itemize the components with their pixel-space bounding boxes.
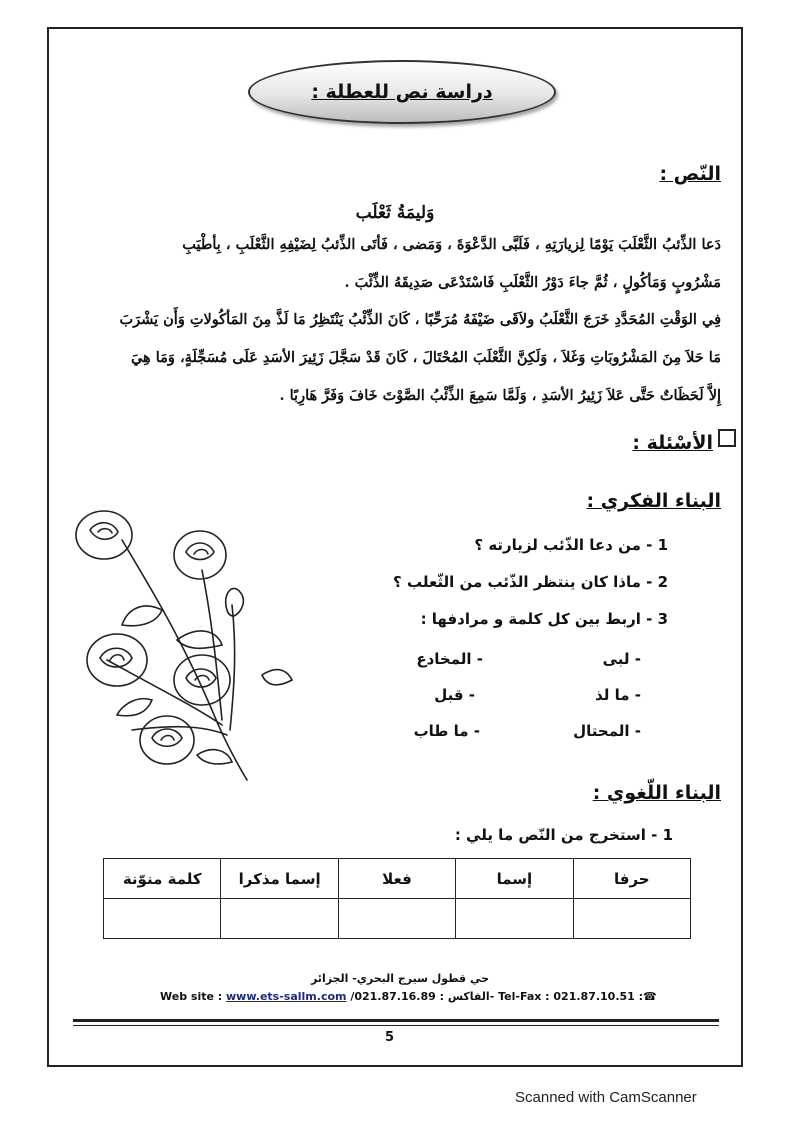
- text-line-2: مَشْرُوبٍ وَمَأكُولٍ ، ثُمَّ جاءَ دَوْرُ الثَّعْلَبِ فَاسْتَدْعَى صَدِيقَهُ الذِّئْبَ .: [344, 274, 721, 291]
- table-row: [104, 899, 691, 939]
- title-banner: [248, 60, 556, 124]
- table-header-cell: إسما: [456, 859, 573, 899]
- text-line-4: مَا حَلاَ مِنَ المَشْرُوبَاتِ وَغَلاَ ، وَلَكِنَّ الثَّعْلَبَ المُحْتَالَ ، كَانَ قَدْ سَجَّلَ زَئِيرَ الأسَدِ عَلَى مُسَجِّلَةٍ، وَمَا هِيَ: [130, 349, 721, 366]
- phone-fax: /021.87.16.89 : الفاكس- Tel-Fax : 021.87.10.51 :☎: [346, 990, 657, 1003]
- word-left-2: - قبل: [434, 686, 475, 704]
- text-title: وَليمَةُ ثَعْلَب: [355, 203, 435, 223]
- word-right-3: - المحتال: [573, 722, 641, 740]
- footer-address: حي قطول سيرج البحري- الجزائر: [310, 972, 490, 985]
- word-right-2: - ما لذ: [595, 686, 641, 704]
- word-left-1: - المخادع: [416, 650, 483, 668]
- table-header-cell: كلمة منوّنة: [104, 859, 221, 899]
- table-answer-cell[interactable]: [221, 899, 338, 939]
- rose-illustration: [62, 500, 302, 785]
- page-title: دراسة نص للعطلة :: [311, 81, 493, 103]
- question-3: 3 - اربط بين كل كلمة و مرادفها :: [420, 610, 668, 628]
- website-link[interactable]: www.ets-sallm.com: [226, 990, 347, 1003]
- footer-contact: [160, 990, 657, 1003]
- scanner-watermark: Scanned with CamScanner: [515, 1089, 697, 1106]
- table-header-cell: حرفا: [573, 859, 690, 899]
- question-2: 2 - ماذا كان ينتظر الذّئب من الثّعلب ؟: [393, 573, 668, 591]
- extract-instruction: 1 - استخرج من النّص ما يلي :: [454, 826, 673, 844]
- table-answer-cell[interactable]: [456, 899, 573, 939]
- questions-label: الأسْئلة :: [632, 432, 713, 454]
- table-answer-cell[interactable]: [104, 899, 221, 939]
- table-answer-cell[interactable]: [338, 899, 455, 939]
- text-section-label: النّص :: [659, 163, 721, 185]
- page-number: 5: [385, 1030, 395, 1045]
- table-header-cell: إسما مذكرا: [221, 859, 338, 899]
- text-line-3: فِي الوَقْتِ المُحَدَّدِ خَرَجَ الثَّعْلَبُ ولاَقَى ضَيْفَهُ مُرَحِّبًا ، كَانَ الذِّئْبُ يَنْتَظِرُ مَا لَذَّ مِنَ المَأكُولاتِ وَأَن يَشْرَبَ: [119, 311, 721, 328]
- text-line-1: دَعا الذِّئبُ الثَّعْلَبَ يَوْمًا لِزيارَتِهِ ، فَلَبَّى الدَّعْوَةَ ، وَمَضى ، فَأتَى الذِّئبُ لِضَيْفِهِ الثَّعْلَبِ ، بِأطْيَبِ: [182, 236, 721, 253]
- footer-divider: [73, 1019, 719, 1022]
- linguistic-section-label: البناء اللّغوي :: [592, 782, 721, 804]
- extraction-table: [103, 858, 691, 939]
- intellectual-section-label: البناء الفكري :: [586, 490, 721, 512]
- question-1: 1 - من دعا الذّئب لزيارته ؟: [474, 536, 668, 554]
- footer-divider-thin: [73, 1025, 719, 1026]
- table-row: [104, 859, 691, 899]
- table-answer-cell[interactable]: [573, 899, 690, 939]
- text-line-5: إِلاَّ لَحَظَاتٌ حَتَّى عَلاَ زَئِيرُ الأسَدِ ، وَلَمَّا سَمِعَ الذِّئْبُ الصَّوْتَ خَافَ وَفَرَّ هَارِبًا .: [279, 387, 721, 404]
- word-left-3: - ما طاب: [413, 722, 480, 740]
- word-right-1: - لبى: [602, 650, 641, 668]
- website-prefix: Web site :: [160, 990, 226, 1003]
- checkbox-square: [718, 429, 736, 447]
- table-header-cell: فعلا: [338, 859, 455, 899]
